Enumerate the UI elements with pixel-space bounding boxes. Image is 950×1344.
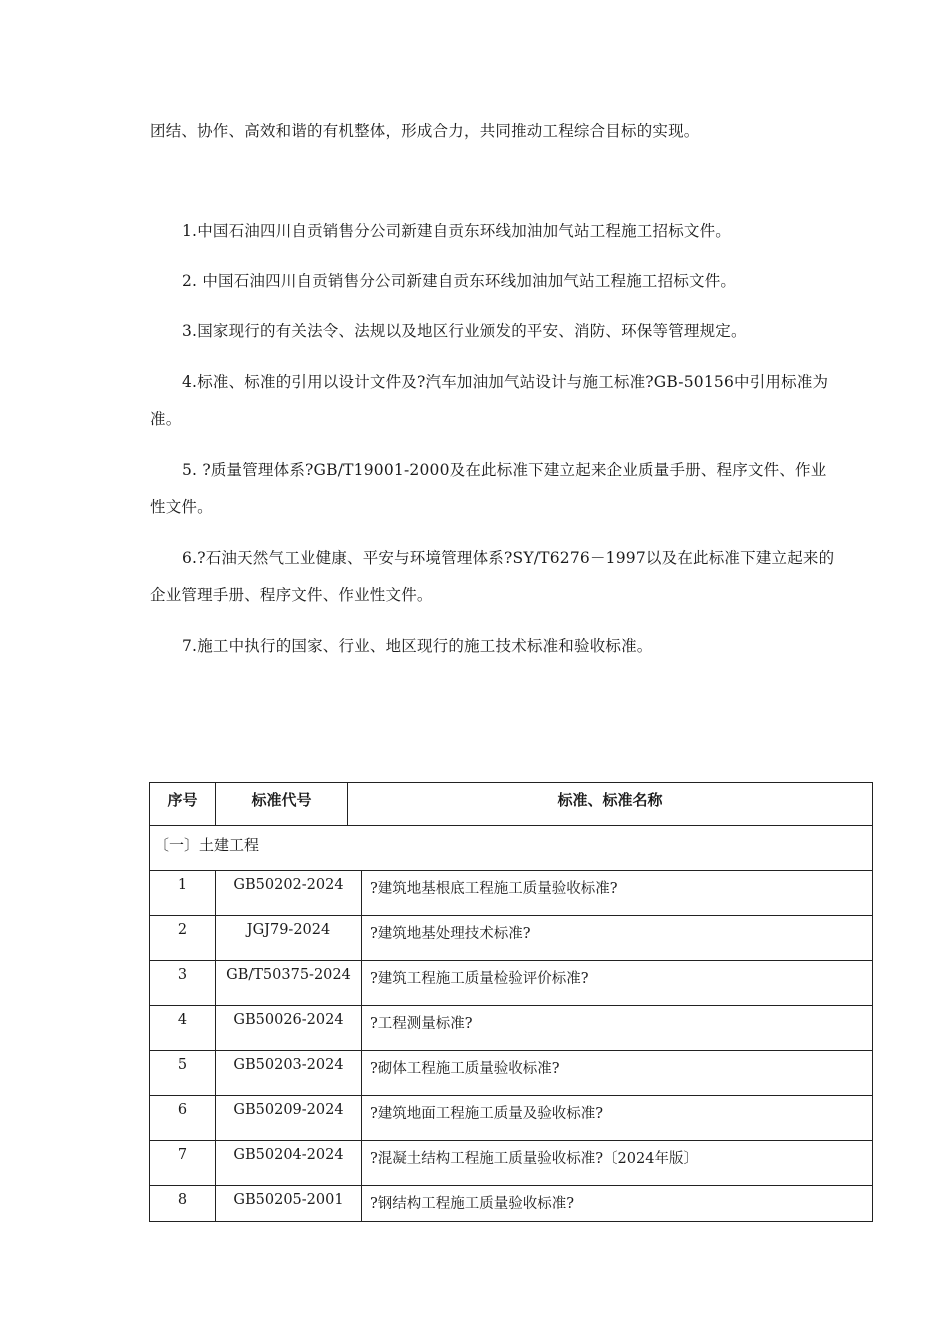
reference-item-3: 3.国家现行的有关法令、法规以及地区行业颁发的平安、消防、环保等管理规定。 [182,322,747,340]
intro-paragraph: 团结、协作、高效和谐的有机整体，形成合力，共同推动工程综合目标的实现。 [150,122,700,140]
row-code: JGJ79-2024 [216,916,362,960]
table-row [149,961,873,1006]
table-row [149,916,873,961]
reference-item-2: 2. 中国石油四川自贡销售分公司新建自贡东环线加油加气站工程施工招标文件。 [182,272,737,290]
row-name: ?建筑地面工程施工质量及验收标准? [370,1106,604,1122]
row-no: 6 [150,1096,216,1140]
row-code: GB50205-2001 [216,1186,362,1221]
row-code: GB50202-2024 [216,871,362,915]
header-code: 标准代号 [216,783,348,825]
reference-item-7: 7.施工中执行的国家、行业、地区现行的施工技术标准和验收标准。 [182,637,653,655]
table-row [149,1006,873,1051]
row-name: ?建筑工程施工质量检验评价标准? [370,971,589,987]
row-no: 8 [150,1186,216,1221]
row-name: ?混凝土结构工程施工质量验收标准?〔2024年版〕 [370,1151,698,1167]
row-no: 3 [150,961,216,1005]
row-name: ?砌体工程施工质量验收标准? [370,1061,560,1077]
standards-table [149,782,873,1222]
header-name: 标准、标准名称 [557,791,663,809]
row-no: 4 [150,1006,216,1050]
table-row [149,1141,873,1186]
row-no: 1 [150,871,216,915]
row-name: ?建筑地基处理技术标准? [370,926,531,942]
row-code: GB50204-2024 [216,1141,362,1185]
table-row [149,871,873,916]
section-civil-engineering: 〔一〕土建工程 [149,826,873,871]
row-code: GB50209-2024 [216,1096,362,1140]
table-row [149,1096,873,1141]
table-header [149,782,873,826]
header-no: 序号 [150,783,216,825]
table-row [149,1186,873,1222]
row-no: 7 [150,1141,216,1185]
row-name: ?工程测量标准? [370,1016,473,1032]
reference-item-6: 6.?石油天然气工业健康、平安与环境管理体系?SY/T6276－1997以及在此标准下建立起来的企业管理手册、程序文件、作业性文件。 [150,549,835,604]
row-code: GB/T50375-2024 [216,961,362,1005]
reference-item-5: 5. ?质量管理体系?GB/T19001-2000及在此标准下建立起来企业质量手册、程序文件、作业性文件。 [150,461,827,516]
reference-item-4: 4.标准、标准的引用以设计文件及?汽车加油加气站设计与施工标准?GB-50156中引用标准为准。 [150,373,829,428]
reference-item-1: 1.中国石油四川自贡销售分公司新建自贡东环线加油加气站工程施工招标文件。 [182,222,731,240]
row-code: GB50203-2024 [216,1051,362,1095]
row-code: GB50026-2024 [216,1006,362,1050]
row-name: ?钢结构工程施工质量验收标准? [370,1196,575,1212]
row-name: ?建筑地基根底工程施工质量验收标准? [370,881,618,897]
table-row [149,1051,873,1096]
row-no: 2 [150,916,216,960]
row-no: 5 [150,1051,216,1095]
